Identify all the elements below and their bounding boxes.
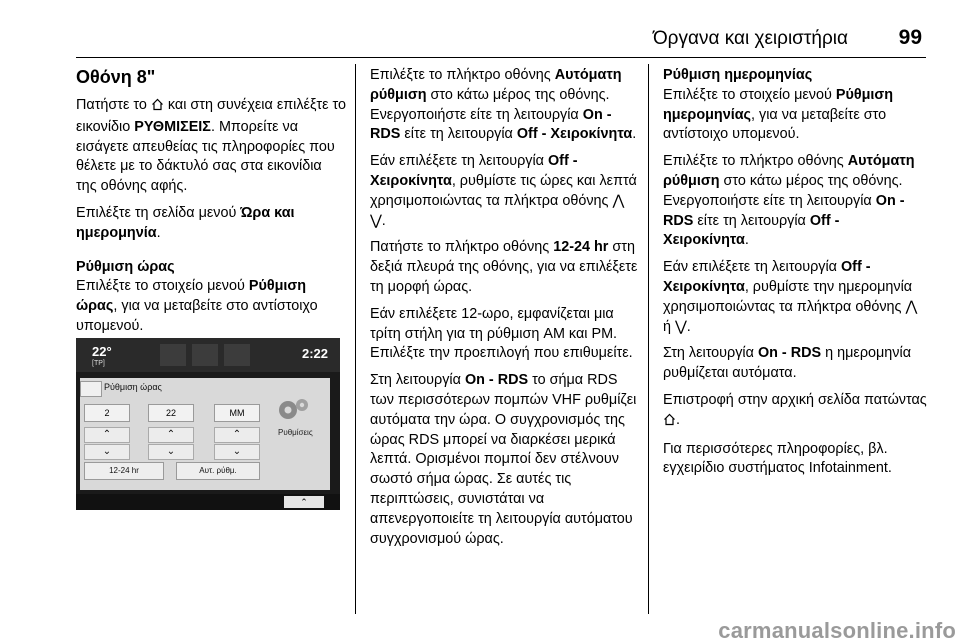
paragraph: Εάν επιλέξετε τη λειτουργία Off - Χειροκίνητα, ρυθμίστε την ημερομηνία χρησιμοποιώντας τα πλήκτρα οθόνης ⋀ ή ⋁. bbox=[663, 259, 918, 335]
menu-title: Ρύθμιση ώρας bbox=[104, 382, 162, 392]
ampm-up-button[interactable]: ⌃ bbox=[214, 427, 260, 443]
paragraph: Πατήστε το πλήκτρο οθόνης 12-24 hr στη δεξιά πλευρά της οθόνης, για να επιλέξετε τη μορφή ώρας. bbox=[370, 239, 638, 295]
paragraph: Επιλέξτε το στοιχείο μενού Ρύθμιση ώρας, για να μεταβείτε στο αντίστοιχο υπομενού. bbox=[76, 278, 318, 334]
minute-field: 22 bbox=[148, 404, 194, 422]
paragraph: Για περισσότερες πληροφορίες, βλ. εγχειρίδιο συστήματος Infotainment. bbox=[663, 440, 892, 477]
minute-down-button[interactable]: ⌄ bbox=[148, 444, 194, 460]
hour-up-button[interactable]: ⌃ bbox=[84, 427, 130, 443]
auto-set-button[interactable]: Αυτ. ρύθμ. bbox=[176, 462, 260, 480]
column-divider bbox=[355, 64, 356, 614]
minute-up-button[interactable]: ⌃ bbox=[148, 427, 194, 443]
paragraph: Επιλέξτε το πλήκτρο οθόνης Αυτόματη ρύθμιση στο κάτω μέρος της οθόνης. Ενεργοποιήστε είτε τη λειτουργία On - RDS είτε τη λειτουργία Off - Χειροκίνητα. bbox=[370, 67, 637, 143]
info-tab-icon bbox=[224, 344, 250, 366]
home-icon bbox=[663, 413, 676, 433]
section-title: Οθόνη 8" bbox=[76, 67, 156, 87]
page-header bbox=[0, 0, 960, 60]
paragraph: Στη λειτουργία On - RDS το σήμα RDS των περισσότερων πομπών VHF ρυθμίζει αυτόματα την ώρα. Ο συγχρονισμός της ώρας RDS μπορεί να διαρκέσει μερικά λεπτά. Ορισμένοι πομποί δεν στέλνουν σωστό σήμα ώρας. Σε αυτές τις περιπτώσεις, συνιστάται να απενεργοποιείτε τη λειτουργία αυτόματου συγχρονισμού ώρας. bbox=[370, 372, 637, 547]
back-arrow-icon[interactable] bbox=[80, 381, 102, 397]
paragraph: Εάν επιλέξετε τη λειτουργία Off - Χειροκίνητα, ρυθμίστε τις ώρες και λεπτά χρησιμοποιώντας τα πλήκτρα οθόνης ⋀ ⋁. bbox=[370, 153, 637, 229]
page-number: 99 bbox=[898, 26, 922, 49]
settings-label: Ρυθμίσεις bbox=[278, 428, 313, 437]
hour-field: 2 bbox=[84, 404, 130, 422]
subheading: Ρύθμιση ώρας bbox=[76, 258, 175, 275]
clock-readout: 2:22 bbox=[301, 346, 328, 361]
paragraph: Επιλέξτε το στοιχείο μενού Ρύθμιση ημερομηνίας, για να μεταβείτε στο αντίστοιχο υπομενού. bbox=[663, 86, 894, 143]
temperature-readout: 22° bbox=[92, 344, 112, 359]
paragraph: Επιλέξτε τη σελίδα μενού Ώρα και ημερομηνία. bbox=[76, 204, 295, 241]
header-divider bbox=[76, 57, 926, 58]
paragraph: Επιστροφή στην αρχική σελίδα πατώντας . bbox=[663, 391, 928, 433]
home-icon bbox=[151, 98, 164, 118]
12-24-hr-button[interactable]: 12-24 hr bbox=[84, 462, 164, 480]
hour-down-button[interactable]: ⌄ bbox=[84, 444, 130, 460]
column-3 bbox=[663, 66, 928, 486]
column-1 bbox=[76, 66, 346, 344]
music-tab-icon bbox=[160, 344, 186, 366]
gear-icon bbox=[276, 396, 312, 431]
watermark: carmanualsonline.info bbox=[718, 618, 956, 643]
tp-indicator: [TP] bbox=[92, 360, 105, 367]
ampm-down-button[interactable]: ⌄ bbox=[214, 444, 260, 460]
chevron-up-icon[interactable]: ⌃ bbox=[284, 496, 324, 508]
chapter-title: Όργανα και χειριστήρια bbox=[652, 28, 848, 49]
subheading: Ρύθμιση ημερομηνίας bbox=[663, 67, 813, 83]
paragraph: Πατήστε το και στη συνέχεια επιλέξτε το εικονίδιο ΡΥΘΜΙΣΕΙΣ. Μπορείτε να εισάγετε απευθείας τις πληροφορίες που θέλετε με το δάκτυλό σας στα εικονίδια της οθόνης αφής. bbox=[76, 97, 346, 195]
phone-tab-icon bbox=[192, 344, 218, 366]
paragraph: Επιλέξτε το πλήκτρο οθόνης Αυτόματη ρύθμιση στο κάτω μέρος της οθόνης. Ενεργοποιήστε είτε τη λειτουργία On - RDS είτε τη λειτουργία Off - Χειροκίνητα. bbox=[663, 153, 915, 249]
display-screenshot bbox=[76, 338, 340, 510]
ampm-field: MM bbox=[214, 404, 260, 422]
column-divider bbox=[648, 64, 649, 614]
paragraph: Στη λειτουργία On - RDS η ημερομηνία ρυθμίζεται αυτόματα. bbox=[663, 345, 912, 382]
paragraph: Εάν επιλέξετε 12-ωρο, εμφανίζεται μια τρίτη στήλη για τη ρύθμιση AM και PM. Επιλέξτε την προεπιλογή που επιθυμείτε. bbox=[370, 305, 633, 362]
column-2 bbox=[370, 66, 638, 556]
